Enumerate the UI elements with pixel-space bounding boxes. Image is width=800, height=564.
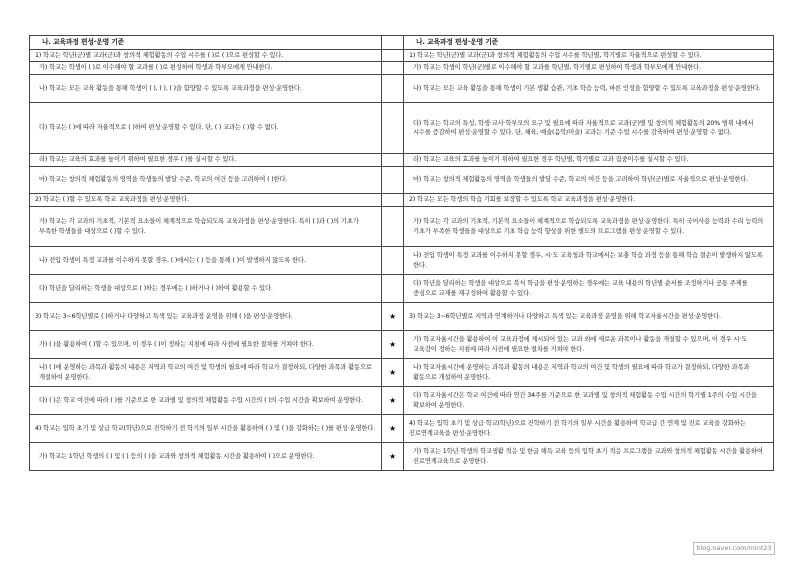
star-marker [382,103,404,154]
answer-cell: 2) 학교는 모든 학생의 학습 기회를 보장할 수 있도록 학교 교육과정을 편성·운영한다. [404,194,774,207]
blank-question-cell: 나) 전입 학생이 특정 교과를 이수하지 못할 경우, ( )에서는 ( ) 등을 통해 ( )이 발생하지 않도록 한다. [30,247,382,275]
table-row [30,50,774,62]
answer-cell: 3) 학교는 3~6학년별로 지역과 연계하거나 다양하고 특색 있는 교육과정 운영을 위해 학교자율시간을 편성·운영한다. [404,303,774,331]
answer-cell: 마) 학교는 창의적 체험활동의 영역을 학생들의 발달 수준, 학교의 여건 등을 고려하여 학년(군)별로 자율적으로 편성·운영한다. [404,167,774,194]
star-marker [382,75,404,103]
answer-cell: 가) 학교는 각 교과의 기초적, 기본적 요소들이 체계적으로 학습되도록 교육과정을 편성·운영한다. 특히 국어사용 능력과 수리 능력의 기초가 부족한 학생들을 대상으로 기초 학습 능력 향상을 위한 별도의 프로그램을 편성·운영할 수 있다. [404,207,774,247]
answer-cell: 가) 학교자율시간을 활용하여 이 교육과정에 제시되어 있는 교과 외에 새로운 과목이나 활동을 개설할 수 있으며, 이 경우 시·도 교육감이 정하는 지침에 따라 사전에 필요한 절차를 거쳐야 한다. [404,331,774,359]
star-marker: ★ [382,443,404,471]
blank-question-cell: 라) 학교는 교육의 효과를 높이기 위하여 필요한 경우 ( )를 실시할 수 있다. [30,154,382,167]
right-column-title: 나. 교육과정 편성·운영 기준 [404,36,774,50]
blank-question-cell: 다) 학년을 달리하는 학생을 대상으로 ( )하는 경우에는 ( )하거나 ( )하여 활용할 수 있다. [30,275,382,303]
table-row [30,331,774,359]
table-row [30,207,774,247]
blank-question-cell: 다) 학교는 ( )에 따라 자율적으로 ( )하여 편성·운영할 수 있다. 단, ( ) 교과는 ( )할 수 없다. [30,103,382,154]
answer-cell: 다) 학교자율시간은 학교 여건에 따라 연간 34주를 기준으로 한 교과별 및 창의적 체험활동 수업 시간의 학기별 1주의 수업 시간을 확보하여 운영한다. [404,387,774,415]
star-marker [382,50,404,62]
answer-cell: 가) 학교는 학생이 학년(군)별로 이수해야 할 교과를 학년별, 학기별로 편성하여 학생과 학부모에게 안내한다. [404,62,774,75]
answer-cell: 나) 전입 학생이 특정 교과를 이수하지 못할 경우, 시·도 교육청과 학교에서는 보충 학습 과정 등을 통해 학습 결손이 발생하지 않도록 한다. [404,247,774,275]
table-row [30,75,774,103]
table-row [30,103,774,154]
star-marker [382,275,404,303]
table-row [30,275,774,303]
blank-question-cell: 2) 학교는 ( )할 수 있도록 학교 교육과정을 편성·운영한다. [30,194,382,207]
blank-question-cell: 3) 학교는 3~6학년별로 ( )하거나 다양하고 특색 있는 교육과정 운영을 위해 ( )을 편성·운영한다. [30,303,382,331]
star-marker [382,62,404,75]
star-marker [382,247,404,275]
answer-cell: 다) 학년을 달리하는 학생을 대상으로 복식 학급을 편성·운영하는 경우에는 교육 내용의 학년별 순서를 조정하거나 공통 주제를 중심으로 교재를 재구성하여 활용할 수 있다. [404,275,774,303]
answer-cell: 가) 학교는 1학년 학생의 학교생활 적응 및 한글 해득 교육 등의 입학 초기 적응 프로그램을 교과와 창의적 체험활동 시간을 활용하여 진로연계교육으로 운영한다. [404,443,774,471]
blank-question-cell: 가) 학교는 학생이 ( )로 이수해야 할 교과를 ( )로 편성하여 학생과 학부모에게 안내한다. [30,62,382,75]
table-row [30,194,774,207]
answer-cell: 1) 학교는 학년(군)별 교과(군)과 창의적 체험활동의 수업 시수를 학년별, 학기별로 자율적으로 편성할 수 있다. [404,50,774,62]
table-row [30,415,774,443]
table-row [30,443,774,471]
table-row [30,247,774,275]
blank-question-cell: 가) 학교는 1학년 학생의 ( ) 및 ( ) 등의 ( )을 교과와 창의적 체험활동 시간을 활용하여 ( )으로 운영한다. [30,443,382,471]
star-marker: ★ [382,331,404,359]
blank-question-cell: 나) 학교는 모든 교육 활동을 통해 학생이 ( ), ( ), ( )을 함양할 수 있도록 교육과정을 편성·운영한다. [30,75,382,103]
star-marker [382,194,404,207]
answer-cell: 다) 학교는 학교의 특성, 학생·교사·학부모의 요구 및 필요에 따라 자율적으로 교과(군)별 및 창의적 체험활동의 20% 범위 내에서 시수를 증감하여 편성·운영할 수 있다. 단, 체육, 예술(음악/미술) 교과는 기준 수업 시수를 감축하여 편성·운영할 수 없다. [404,103,774,154]
star-marker [382,207,404,247]
left-column-title: 나. 교육과정 편성·운영 기준 [30,36,382,50]
blank-question-cell: 나) ( )에 운영하는 과목과 활동의 내용은 지역과 학교의 여건 및 학생의 필요에 따라 학교가 결정하되, 다양한 과목과 활동으로 개설하여 운영한다. [30,359,382,387]
table-row [30,154,774,167]
curriculum-table [29,35,774,471]
answer-cell: 4) 학교는 입학 초기 및 상급 학교(학년)으로 진학하기 전 학기의 일부 시간을 활용하여 학교급 간 연계 및 진로 교육을 강화하는 진로연계교육을 편성·운영한다. [404,415,774,443]
worksheet [29,35,773,471]
table-header-row [30,36,774,50]
table-row [30,303,774,331]
table-row [30,167,774,194]
star-marker: ★ [382,303,404,331]
blank-question-cell: 다) ( )은 학교 여건에 따라 ( )를 기준으로 한 교과별 및 창의적 체험활동 수업 시간의 ( )의 수업 시간을 확보하여 운영한다. [30,387,382,415]
star-marker [382,167,404,194]
star-marker: ★ [382,387,404,415]
blank-question-cell: 가) ( )을 활용하여 ( )할 수 있으며, 이 경우 ( )이 정하는 지침에 따라 사전에 필요한 절차를 거쳐야 한다. [30,331,382,359]
answer-cell: 나) 학교는 모든 교육 활동을 통해 학생이 기본 생활 습관, 기초 학습 능력, 바른 인성을 함양할 수 있도록 교육과정을 편성·운영한다. [404,75,774,103]
star-marker: ★ [382,359,404,387]
blog-watermark: blog.naver.com/mint23 [693,542,775,555]
blank-question-cell: 4) 학교는 입학 초기 및 상급 학교(학년)으로 진학하기 전 학기의 일부 시간을 활용하여 ( ) 및 ( )을 강화하는 ( )를 편성·운영한다. [30,415,382,443]
answer-cell: 라) 학교는 교육의 효과를 높이기 위하여 필요한 경우 학년별, 학기별로 교과 집중이수를 실시할 수 있다. [404,154,774,167]
blank-question-cell: 1) 학교는 학년(군)별 교과(군)과 창의적 체험활동의 수업 시수를 ( )로 ( )으로 편성할 수 있다. [30,50,382,62]
star-marker: ★ [382,415,404,443]
table-row [30,359,774,387]
table-row [30,387,774,415]
star-marker [382,154,404,167]
blank-question-cell: 마) 학교는 창의적 체험활동의 영역을 학생들의 발달 수준, 학교의 여건 등을 고려하여 ( )한다. [30,167,382,194]
blank-question-cell: 가) 학교는 각 교과의 기초적, 기본적 요소들이 체계적으로 학습되도록 교육과정을 편성·운영한다. 특히 ( )과 ( )의 기초가 부족한 학생들을 대상으로 ( )할 수 있다. [30,207,382,247]
answer-cell: 나) 학교자율시간에 운영하는 과목과 활동의 내용은 지역과 학교의 여건 및 학생의 필요에 따라 학교가 결정하되, 다양한 과목과 활동으로 개설하여 운영한다. [404,359,774,387]
table-row [30,62,774,75]
marker-column-header [382,36,404,50]
